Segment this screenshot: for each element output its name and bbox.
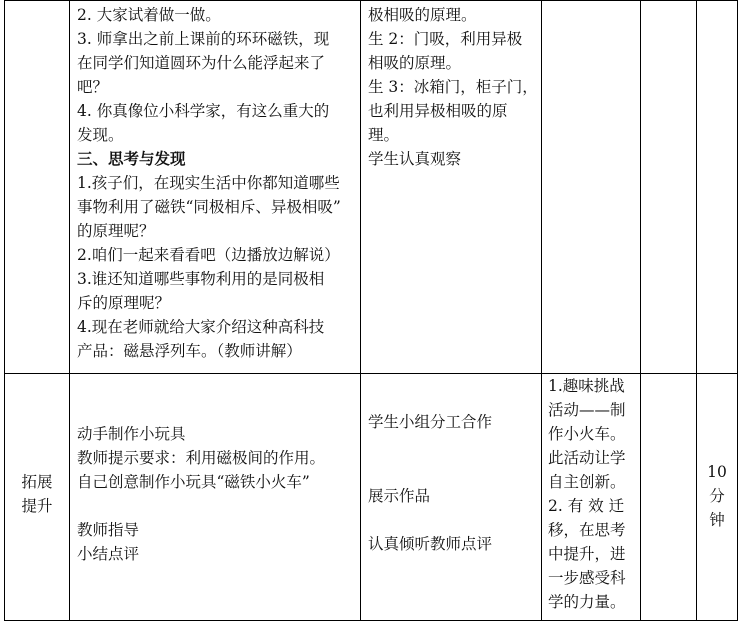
col-divider-6	[737, 0, 738, 621]
teacher-line: 2. 大家试着做一做。	[77, 6, 221, 24]
think-line: 4.现在老师就给大家介绍这种高科技	[77, 318, 325, 336]
time-value: 10	[707, 463, 727, 481]
col-divider-4	[640, 0, 641, 621]
section-heading: 三、思考与发现	[77, 149, 186, 168]
teacher-line: 吧？	[77, 78, 109, 96]
time-unit: 钟	[709, 511, 725, 529]
teacher-line: 自己创意制作小玩具“磁铁小火车”	[77, 473, 310, 491]
student-line: 学生小组分工合作	[368, 413, 493, 431]
teacher-line: 3. 师拿出之前上课前的环环磁铁，现	[77, 30, 330, 48]
intent-line: 移，在思考	[548, 521, 626, 539]
bottom-student-cell	[368, 484, 430, 508]
intent-line: 中提升，进	[548, 545, 626, 563]
bottom-student-cell	[368, 532, 492, 556]
stage-label: 提升	[21, 497, 53, 515]
design-intent-cell	[548, 374, 626, 614]
intent-line: 一步感受科	[548, 569, 626, 587]
think-line: 1.孩子们，在现实生活中你都知道哪些	[77, 174, 340, 192]
intent-line: 作小火车。	[548, 425, 626, 443]
teacher-line: 动手制作小玩具	[77, 425, 186, 443]
teacher-line: 教师提示要求：利用磁极间的作用。	[77, 449, 326, 467]
intent-line: 1.趣味挑战	[548, 377, 625, 395]
student-line: 生 3：冰箱门，柜子门，	[368, 78, 538, 96]
bottom-student-cell	[368, 410, 492, 434]
teacher-line: 在同学们知道圆环为什么能浮起来了	[77, 54, 326, 72]
student-line: 也利用异极相吸的原	[368, 102, 508, 120]
bottom-teacher-cell	[77, 422, 325, 566]
row-divider	[4, 373, 738, 374]
think-line: 的原理呢？	[77, 222, 155, 240]
student-line: 相吸的原理。	[368, 54, 462, 72]
intent-line: 2. 有 效 迁	[548, 497, 625, 515]
intent-line: 活动——制	[548, 401, 626, 419]
think-line: 事物利用了磁铁“同极相斥、异极相吸”	[77, 198, 341, 216]
teacher-line: 发现。	[77, 126, 124, 144]
table-border-top	[4, 0, 738, 1]
col-divider-1	[69, 0, 70, 621]
intent-line: 此活动让学	[548, 449, 626, 467]
think-line: 产品：磁悬浮列车。（教师讲解）	[77, 342, 302, 360]
student-line: 展示作品	[368, 487, 431, 505]
top-student-cell	[368, 3, 538, 171]
teacher-line: 小结点评	[77, 545, 140, 563]
intent-line: 学的力量。	[548, 593, 626, 611]
stage-label: 拓展	[21, 473, 53, 491]
student-line: 学生认真观察	[368, 150, 462, 168]
stage-label-cell	[4, 470, 70, 518]
student-line: 生 2：门吸，利用异极	[368, 30, 523, 48]
student-line: 认真倾听教师点评	[368, 535, 493, 553]
table-border-bottom	[4, 620, 738, 621]
teacher-line: 教师指导	[77, 521, 140, 539]
think-line: 斥的原理呢？	[77, 294, 171, 312]
time-cell	[697, 460, 737, 532]
col-divider-0	[4, 0, 5, 621]
think-line: 3.谁还知道哪些事物利用的是同极相	[77, 270, 325, 288]
time-unit: 分	[709, 487, 725, 505]
teacher-line: 4. 你真像位小科学家，有这么重大的	[77, 102, 330, 120]
think-line: 2.咱们一起来看看吧（边播放边解说）	[77, 246, 340, 264]
intent-line: 自主创新。	[548, 473, 626, 491]
student-line: 理。	[368, 126, 400, 144]
top-teacher-cell	[77, 3, 341, 363]
col-divider-2	[360, 0, 361, 621]
col-divider-3	[541, 0, 542, 621]
student-line: 极相吸的原理。	[368, 6, 477, 24]
